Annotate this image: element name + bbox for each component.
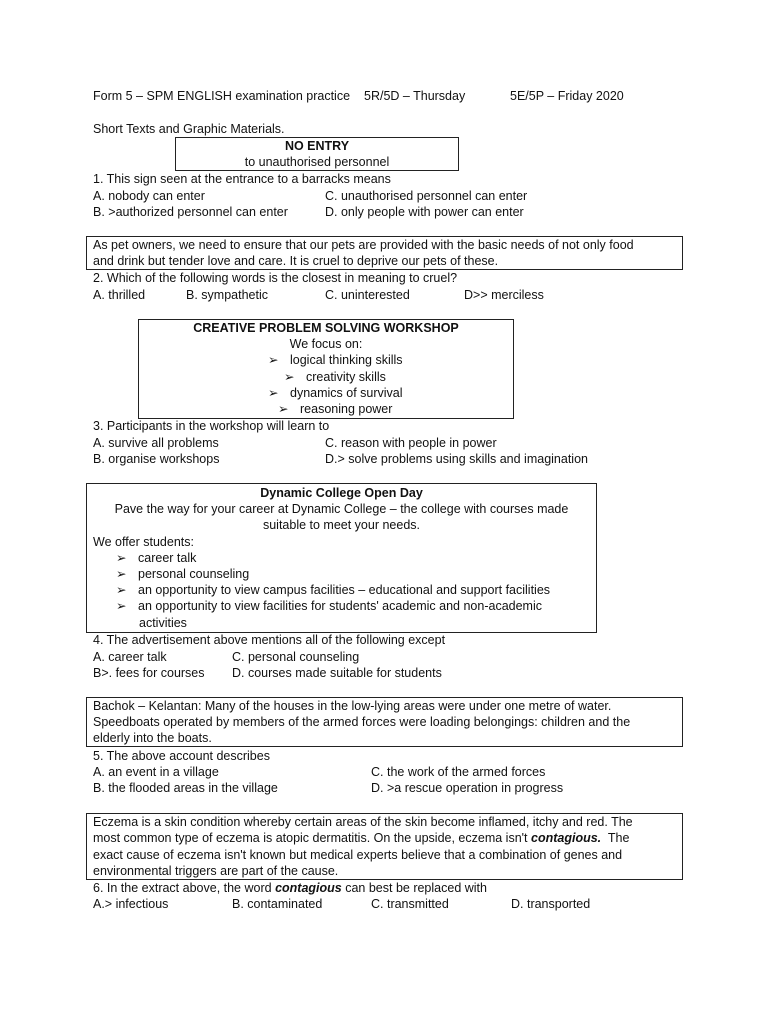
q5-text-line-1: Bachok – Kelantan: Many of the houses in the low-lying areas were under one metre of water. <box>93 699 612 713</box>
arrow-bullet-icon: ➢ <box>268 353 279 367</box>
q5-option-c: C. the work of the armed forces <box>371 765 546 779</box>
arrow-bullet-icon: ➢ <box>278 402 289 416</box>
q5-option-d: D. >a rescue operation in progress <box>371 781 564 795</box>
bullet-item: ➢ an opportunity to view facilities for students' academic and non-academic <box>116 599 542 613</box>
bullet-item: ➢ dynamics of survival <box>268 386 403 400</box>
arrow-bullet-icon: ➢ <box>116 583 127 597</box>
q6-question: 6. In the extract above, the word contagious can best be replaced with <box>93 881 487 895</box>
q6-option-a: A.> infectious <box>93 897 169 911</box>
q2-text-line-1: As pet owners, we need to ensure that our pets are provided with the basic needs of not only food <box>93 238 634 252</box>
bullet-item: ➢ reasoning power <box>278 402 393 416</box>
q4-option-a: A. career talk <box>93 650 167 664</box>
header-class-1: 5R/5D – Thursday <box>364 89 466 103</box>
workshop-title: CREATIVE PROBLEM SOLVING WORKSHOP <box>193 321 459 335</box>
arrow-bullet-icon: ➢ <box>268 386 279 400</box>
bullet-item: ➢ personal counseling <box>116 567 250 581</box>
q6-option-b: B. contaminated <box>232 897 323 911</box>
open-day-line-2: suitable to meet your needs. <box>262 518 421 532</box>
arrow-bullet-icon: ➢ <box>116 599 127 613</box>
arrow-bullet-icon: ➢ <box>284 370 295 384</box>
header-title: Form 5 – SPM ENGLISH examination practice <box>93 89 351 103</box>
q1-option-d: D. only people with power can enter <box>325 205 524 219</box>
q6-option-c: C. transmitted <box>371 897 449 911</box>
q5-text-line-2: Speedboats operated by members of the armed forces were loading belongings: children and the <box>93 715 631 729</box>
q1-question: 1. This sign seen at the entrance to a barracks means <box>93 172 391 186</box>
q3-question: 3. Participants in the workshop will learn to <box>93 419 330 433</box>
header-class-2: 5E/5P – Friday 2020 <box>510 89 624 103</box>
keyword-contagious: contagious <box>275 881 342 895</box>
q5-text-line-3: elderly into the boats. <box>93 731 212 745</box>
arrow-bullet-icon: ➢ <box>116 551 127 565</box>
q2-option-d: D>> merciless <box>464 288 544 302</box>
sign-line-1: NO ENTRY <box>284 139 350 153</box>
q2-text-line-2: and drink but tender love and care. It is cruel to deprive our pets of these. <box>93 254 499 268</box>
q4-question: 4. The advertisement above mentions all of the following except <box>93 633 446 647</box>
q6-text-line-2: most common type of eczema is atopic dermatitis. On the upside, eczema isn't contagious. The <box>93 831 630 845</box>
q5-option-a: A. an event in a village <box>93 765 219 779</box>
q3-option-d: D.> solve problems using skills and imagination <box>325 452 588 466</box>
bullet-item: ➢ creativity skills <box>284 370 386 384</box>
q2-option-c: C. uninterested <box>325 288 410 302</box>
keyword-contagious: contagious. <box>531 831 602 845</box>
q3-option-a: A. survive all problems <box>93 436 219 450</box>
q6-text-line-4: environmental triggers are part of the cause. <box>93 864 339 878</box>
q4-option-d: D. courses made suitable for students <box>232 666 442 680</box>
open-day-intro: We offer students: <box>93 535 194 549</box>
q4-option-c: C. personal counseling <box>232 650 360 664</box>
open-day-line-1: Pave the way for your career at Dynamic College – the college with courses made <box>114 502 569 516</box>
q6-text-line-3: exact cause of eczema isn't known but medical experts believe that a combination of genes and <box>93 848 623 862</box>
bullet-item: ➢ logical thinking skills <box>268 353 403 367</box>
q2-question: 2. Which of the following words is the closest in meaning to cruel? <box>93 271 458 285</box>
q6-option-d: D. transported <box>511 897 591 911</box>
q4-option-b: B>. fees for courses <box>93 666 205 680</box>
open-day-title: Dynamic College Open Day <box>260 486 423 500</box>
q3-option-b: B. organise workshops <box>93 452 220 466</box>
q1-option-c: C. unauthorised personnel can enter <box>325 189 528 203</box>
section-title: Short Texts and Graphic Materials. <box>93 122 285 136</box>
q1-option-a: A. nobody can enter <box>93 189 205 203</box>
bullet-continuation: activities <box>139 616 187 630</box>
workshop-intro: We focus on: <box>289 337 363 351</box>
q5-option-b: B. the flooded areas in the village <box>93 781 278 795</box>
q2-option-b: B. sympathetic <box>186 288 268 302</box>
q2-option-a: A. thrilled <box>93 288 146 302</box>
q6-text-line-1: Eczema is a skin condition whereby certain areas of the skin become inflamed, itchy and red. The <box>93 815 633 829</box>
bullet-item: ➢ an opportunity to view campus facilities – educational and support facilities <box>116 583 551 597</box>
sign-line-2: to unauthorised personnel <box>244 155 390 169</box>
q3-option-c: C. reason with people in power <box>325 436 497 450</box>
q1-option-b: B. >authorized personnel can enter <box>93 205 288 219</box>
arrow-bullet-icon: ➢ <box>116 567 127 581</box>
q5-question: 5. The above account describes <box>93 749 270 763</box>
bullet-item: ➢ career talk <box>116 551 197 565</box>
